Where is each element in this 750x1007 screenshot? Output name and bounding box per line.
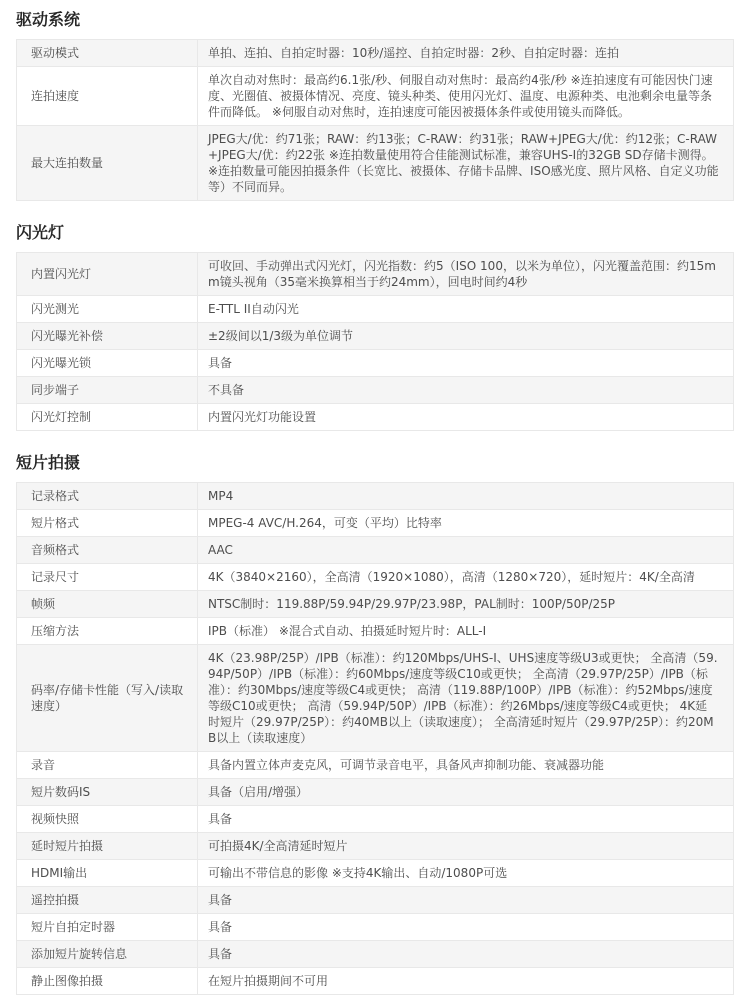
spec-row [17, 887, 734, 914]
spec-table [16, 252, 734, 431]
spec-label: 短片自拍定时器 [17, 914, 198, 941]
spec-label: 最大连拍数量 [17, 126, 198, 201]
spec-row [17, 806, 734, 833]
spec-label: HDMI输出 [17, 860, 198, 887]
spec-row [17, 645, 734, 752]
spec-row [17, 914, 734, 941]
spec-label: 闪光测光 [17, 296, 198, 323]
spec-row [17, 377, 734, 404]
spec-value: JPEG大/优：约71张；RAW：约13张；C-RAW：约31张；RAW+JPEG大/优：约12张；C-RAW+JPEG大/优：约22张 ※连拍数量使用符合佳能测试标准，兼容UHS-I的32GB SD存储卡测得。※连拍数量可能因拍摄条件（长宽比、被摄体、存储卡品牌、ISO感光度、照片风格、自定义功能等）不同而异。 [198, 126, 734, 201]
spec-value: IPB（标准） ※混合式自动、拍摄延时短片时：ALL-I [198, 618, 734, 645]
spec-label: 短片格式 [17, 510, 198, 537]
spec-row [17, 833, 734, 860]
spec-label: 驱动模式 [17, 40, 198, 67]
spec-label: 码率/存储卡性能（写入/读取速度） [17, 645, 198, 752]
spec-value: 具备 [198, 887, 734, 914]
spec-value: 可输出不带信息的影像 ※支持4K输出、自动/1080P可选 [198, 860, 734, 887]
spec-row [17, 483, 734, 510]
spec-value: 具备（启用/增强） [198, 779, 734, 806]
spec-value: 在短片拍摄期间不可用 [198, 968, 734, 995]
spec-row [17, 591, 734, 618]
spec-label: 记录格式 [17, 483, 198, 510]
spec-label: 闪光曝光锁 [17, 350, 198, 377]
spec-value: 具备 [198, 806, 734, 833]
spec-row [17, 968, 734, 995]
spec-row [17, 296, 734, 323]
spec-row [17, 67, 734, 126]
spec-value: 具备 [198, 914, 734, 941]
section-title: 闪光灯 [16, 223, 65, 242]
spec-value: 可收回、手动弹出式闪光灯，闪光指数：约5（ISO 100，以米为单位），闪光覆盖范围：约15mm镜头视角（35毫米换算相当于约24mm），回电时间约4秒 [198, 253, 734, 296]
spec-label: 内置闪光灯 [17, 253, 198, 296]
spec-value: AAC [198, 537, 734, 564]
spec-label: 音频格式 [17, 537, 198, 564]
spec-value: 内置闪光灯功能设置 [198, 404, 734, 431]
section-title: 短片拍摄 [16, 453, 81, 472]
spec-value: 具备 [198, 350, 734, 377]
spec-row [17, 618, 734, 645]
spec-value: MP4 [198, 483, 734, 510]
spec-label: 延时短片拍摄 [17, 833, 198, 860]
spec-value: 具备内置立体声麦克风，可调节录音电平，具备风声抑制功能、衰减器功能 [198, 752, 734, 779]
spec-row [17, 323, 734, 350]
spec-value: E-TTL II自动闪光 [198, 296, 734, 323]
spec-label: 闪光曝光补偿 [17, 323, 198, 350]
spec-label: 记录尺寸 [17, 564, 198, 591]
spec-value: 不具备 [198, 377, 734, 404]
spec-row [17, 860, 734, 887]
spec-label: 帧频 [17, 591, 198, 618]
spec-row [17, 126, 734, 201]
spec-table [16, 39, 734, 201]
spec-label: 遥控拍摄 [17, 887, 198, 914]
spec-value: 单次自动对焦时：最高约6.1张/秒、伺服自动对焦时：最高约4张/秒 ※连拍速度有可能因快门速度、光圈值、被摄体情况、亮度、镜头种类、使用闪光灯、温度、电源种类、电池剩余电量等条件而降低。 ※伺服自动对焦时，连拍速度可能因被摄体条件或使用镜头而降低。 [198, 67, 734, 126]
spec-label: 录音 [17, 752, 198, 779]
spec-value: 具备 [198, 941, 734, 968]
spec-row [17, 752, 734, 779]
spec-label: 添加短片旋转信息 [17, 941, 198, 968]
spec-label: 压缩方法 [17, 618, 198, 645]
spec-row [17, 350, 734, 377]
spec-value: NTSC制时：119.88P/59.94P/29.97P/23.98P，PAL制时：100P/50P/25P [198, 591, 734, 618]
spec-row [17, 564, 734, 591]
spec-table [16, 482, 734, 995]
spec-label: 闪光灯控制 [17, 404, 198, 431]
spec-label: 视频快照 [17, 806, 198, 833]
spec-row [17, 510, 734, 537]
spec-row [17, 537, 734, 564]
spec-value: 单拍、连拍、自拍定时器：10秒/遥控、自拍定时器：2秒、自拍定时器：连拍 [198, 40, 734, 67]
spec-label: 静止图像拍摄 [17, 968, 198, 995]
spec-row [17, 40, 734, 67]
spec-row [17, 404, 734, 431]
spec-value: 可拍摄4K/全高清延时短片 [198, 833, 734, 860]
spec-label: 连拍速度 [17, 67, 198, 126]
spec-row [17, 779, 734, 806]
section-title: 驱动系统 [16, 10, 81, 29]
spec-row [17, 941, 734, 968]
spec-value: 4K（3840×2160），全高清（1920×1080），高清（1280×720），延时短片：4K/全高清 [198, 564, 734, 591]
spec-row [17, 253, 734, 296]
spec-value: ±2级间以1/3级为单位调节 [198, 323, 734, 350]
spec-value: MPEG-4 AVC/H.264，可变（平均）比特率 [198, 510, 734, 537]
spec-value: 4K（23.98P/25P）/IPB（标准）：约120Mbps/UHS-I、UHS速度等级U3或更快； 全高清（59.94P/50P）/IPB（标准）：约60Mbps/速度等级C10或更快； 全高清（29.97P/25P）/IPB（标准）：约30Mbps/速度等级C4或更快； 高清（119.88P/100P）/IPB（标准）：约52Mbps/速度等级C10或更快； 高清（59.94P/50P）/IPB（标准）：约26Mbps/速度等级C4或更快； 4K延时短片（29.97P/25P）：约40MB以上（读取速度）； 全高清延时短片（29.97P/25P）：约20MB以上（读取速度） [198, 645, 734, 752]
spec-label: 同步端子 [17, 377, 198, 404]
spec-label: 短片数码IS [17, 779, 198, 806]
